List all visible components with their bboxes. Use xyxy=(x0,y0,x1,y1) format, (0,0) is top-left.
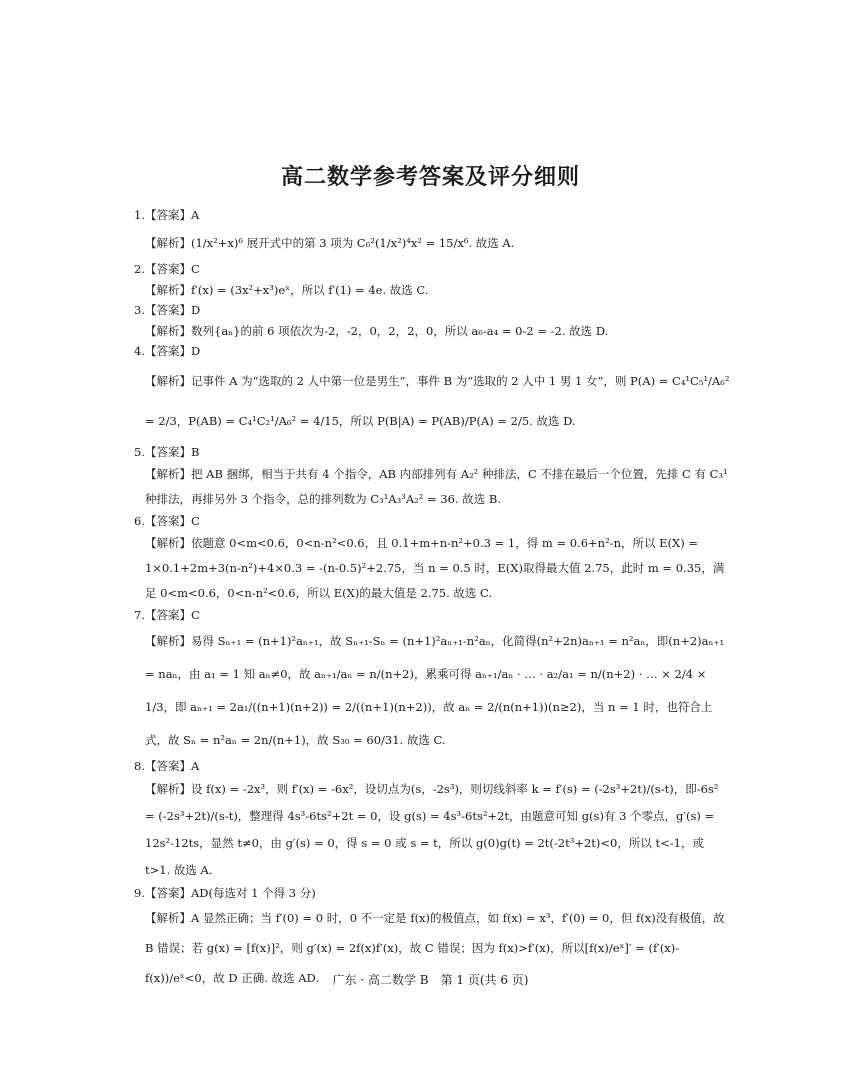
question-2 xyxy=(134,260,730,301)
explanation: 【解析】(1/x²+x)⁶ 展开式中的第 3 项为 C₆²(1/x²)⁴x² = 15/x⁶. 故选 A. xyxy=(145,236,515,250)
question-7 xyxy=(134,606,730,757)
answer-line: 6.【答案】C xyxy=(134,514,200,528)
explanation: 【解析】依题意 0<m<0.6，0<n-n²<0.6，且 0.1+m+n-n²+0.3 = 1，得 m = 0.6+n²-n，所以 E(X) = 1×0.1+2m+3(n-n²)+4×0.3 = -(n-0.5)²+2.75，当 n = 0.5 时，E(X)取得最大值 2.75，此时 m = 0.35，满足 0<m<0.6，0<n-n²<0.6，所以 E(X)的最大值是 2.75. 故选 C. xyxy=(145,536,725,600)
question-8 xyxy=(134,757,730,884)
question-4 xyxy=(134,342,730,443)
answer-line: 9.【答案】AD(每选对 1 个得 3 分) xyxy=(134,886,316,900)
answer-line: 8.【答案】A xyxy=(134,759,200,773)
explanation: 【解析】数列{aₙ}的前 6 项依次为-2，-2，0，2，2，0，所以 a₆-a₄ = 0-2 = -2. 故选 D. xyxy=(145,324,609,338)
question-3 xyxy=(134,301,730,342)
question-6 xyxy=(134,512,730,606)
explanation: 【解析】f′(x) = (3x²+x³)eˣ，所以 f′(1) = 4e. 故选 C. xyxy=(145,283,429,297)
page-title: 高二数学参考答案及评分细则 xyxy=(280,165,580,190)
question-1 xyxy=(134,206,730,260)
answer-line: 1.【答案】A xyxy=(134,208,200,222)
explanation: 【解析】设 f(x) = -2x³，则 f′(x) = -6x²，设切点为(s，-2s³)，则切线斜率 k = f′(s) = (-2s³+2t)/(s-t)，即-6s² = (-2s³+2t)/(s-t)，整理得 4s³-6ts²+2t = 0，设 g(s) = 4s³-6ts²+2t，由题意可知 g(s)有 3 个零点，g′(s) = 12s²-12ts，显然 t≠0，由 g′(s) = 0，得 s = 0 或 s = t，所以 g(0)g(t) = 2t(-2t³+2t)<0，所以 t<-1，或 t>1. 故选 A. xyxy=(145,782,719,877)
answer-line: 4.【答案】D xyxy=(134,344,201,358)
answer-list xyxy=(134,206,730,993)
page-footer: 广东 · 高二数学 B 第 1 页(共 6 页) xyxy=(332,973,529,987)
question-5 xyxy=(134,443,730,512)
answer-line: 3.【答案】D xyxy=(134,303,201,317)
explanation: 【解析】A 显然正确；当 f′(0) = 0 时，0 不一定是 f(x)的极值点，如 f(x) = x³，f′(0) = 0，但 f(x)没有极值，故 B 错误；若 g(x) = [f(x)]²，则 g′(x) = 2f(x)f′(x)，故 C 错误；因为 f(x)>f′(x)，所以[f(x)/eˣ]′ = (f′(x)-f(x))/eˣ<0，故 D 正确. 故选 AD. xyxy=(145,911,725,985)
answer-line: 2.【答案】C xyxy=(134,262,200,276)
explanation: 【解析】易得 Sₙ₊₁ = (n+1)²aₙ₊₁，故 Sₙ₊₁-Sₙ = (n+1)²aₙ₊₁-n²aₙ，化简得(n²+2n)aₙ₊₁ = n²aₙ，即(n+2)aₙ₊₁ = naₙ，由 a₁ = 1 知 aₙ≠0，故 aₙ₊₁/aₙ = n/(n+2)，累乘可得 aₙ₊₁/aₙ · … · a₂/a₁ = n/(n+2) · … × 2/4 × 1/3，即 aₙ₊₁ = 2a₁/((n+1)(n+2)) = 2/((n+1)(n+2))，故 aₙ = 2/(n(n+1))(n≥2)，当 n = 1 时，也符合上式，故 Sₙ = n²aₙ = 2n/(n+1)，故 S₃₀ = 60/31. 故选 C. xyxy=(145,634,725,747)
answer-line: 7.【答案】C xyxy=(134,608,200,622)
answer-line: 5.【答案】B xyxy=(134,445,200,459)
explanation: 【解析】把 AB 捆绑，相当于共有 4 个指令，AB 内部排列有 A₂² 种排法，C 不排在最后一个位置，先排 C 有 C₃¹ 种排法，再排另外 3 个指令，总的排列数为 C₃¹A₃³A₂² = 36. 故选 B. xyxy=(145,467,728,506)
explanation: 【解析】记事件 A 为“选取的 2 人中第一位是男生”，事件 B 为“选取的 2 人中 1 男 1 女”，则 P(A) = C₄¹C₅¹/A₆² = 2/3，P(AB) = C₄¹C₂¹/A₆² = 4/15，所以 P(B|A) = P(AB)/P(A) = 2/5. 故选 D. xyxy=(145,374,730,428)
